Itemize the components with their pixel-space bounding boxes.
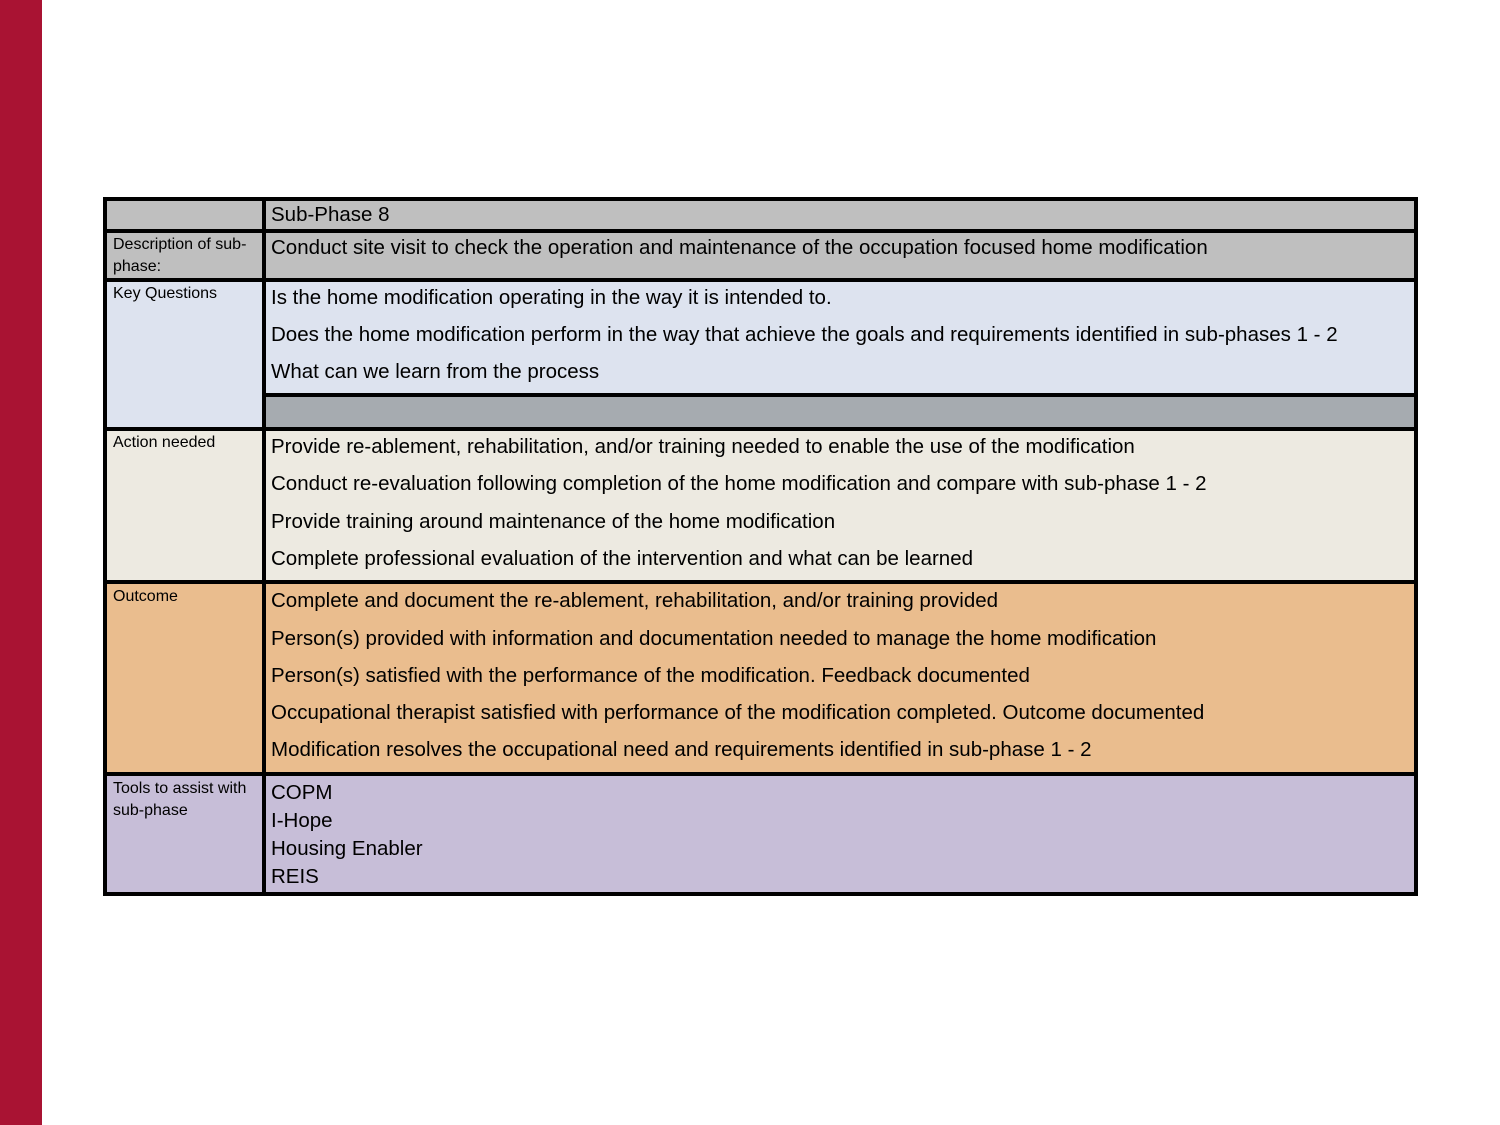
- table-border: [103, 892, 1418, 896]
- action-needed-label: Action needed: [113, 434, 216, 451]
- description-text: Conduct site visit to check the operation and maintenance of the occupation focused home modification: [271, 236, 1208, 259]
- description-value-cell: [264, 231, 1418, 280]
- tool-item: I-Hope: [271, 809, 333, 832]
- spacer-cell: [264, 396, 1418, 429]
- table-border: [103, 772, 1418, 776]
- outcome-item: Occupational therapist satisfied with performance of the modification completed. Outcome documented: [271, 701, 1205, 724]
- outcome-item: Person(s) satisfied with the performance of the modification. Feedback documented: [271, 664, 1030, 687]
- outcome-value-cell: [264, 583, 1418, 775]
- header-value-cell: [264, 198, 1418, 231]
- key-question-item: What can we learn from the process: [271, 360, 600, 383]
- outcome-label: Outcome: [113, 588, 178, 605]
- key-question-item: Is the home modification operating in the way it is intended to.: [271, 286, 832, 309]
- table-border: [262, 197, 266, 896]
- tool-item: COPM: [271, 781, 333, 804]
- action-needed-value-cell: [264, 429, 1418, 583]
- description-label-line1: Description of sub-: [113, 236, 247, 253]
- table-border: [262, 393, 1418, 397]
- description-label-line2: phase:: [113, 258, 162, 275]
- tools-label-line2: sub-phase: [113, 802, 188, 819]
- table-border: [103, 229, 1418, 233]
- outcome-item: Modification resolves the occupational need and requirements identified in sub-phase 1 - 2: [271, 738, 1092, 761]
- key-question-item: Does the home modification perform in the way that achieve the goals and requirements identified in sub-phases 1 - 2: [271, 323, 1338, 346]
- action-item: Provide training around maintenance of the home modification: [271, 510, 836, 533]
- key-questions-label-cell: [104, 280, 264, 429]
- action-item: Complete professional evaluation of the intervention and what can be learned: [271, 547, 974, 570]
- table-border: [103, 580, 1418, 584]
- tools-label-cell: [104, 775, 264, 895]
- outcome-label-cell: [104, 583, 264, 775]
- tools-label-line1: Tools to assist with: [113, 780, 247, 797]
- key-questions-label: Key Questions: [113, 285, 218, 302]
- action-needed-label-cell: [104, 429, 264, 583]
- tools-value-cell: [264, 775, 1418, 895]
- table-border: [103, 197, 1418, 201]
- outcome-item: Complete and document the re-ablement, rehabilitation, and/or training provided: [271, 589, 999, 612]
- action-item: Conduct re-evaluation following completion of the home modification and compare with sub-phase 1 - 2: [271, 472, 1207, 495]
- page-title: Sub-Phase 8: [271, 203, 390, 226]
- table-border: [1414, 197, 1418, 896]
- table-border: [103, 278, 1418, 282]
- table-border: [103, 197, 107, 896]
- tool-item: REIS: [271, 865, 319, 888]
- action-item: Provide re-ablement, rehabilitation, and/or training needed to enable the use of the modification: [271, 435, 1135, 458]
- description-label-cell: [104, 231, 264, 280]
- table-border: [103, 427, 1418, 431]
- outcome-item: Person(s) provided with information and documentation needed to manage the home modification: [271, 627, 1157, 650]
- header-label-cell: [104, 198, 264, 231]
- tool-item: Housing Enabler: [271, 837, 423, 860]
- key-questions-value-cell: [264, 280, 1418, 396]
